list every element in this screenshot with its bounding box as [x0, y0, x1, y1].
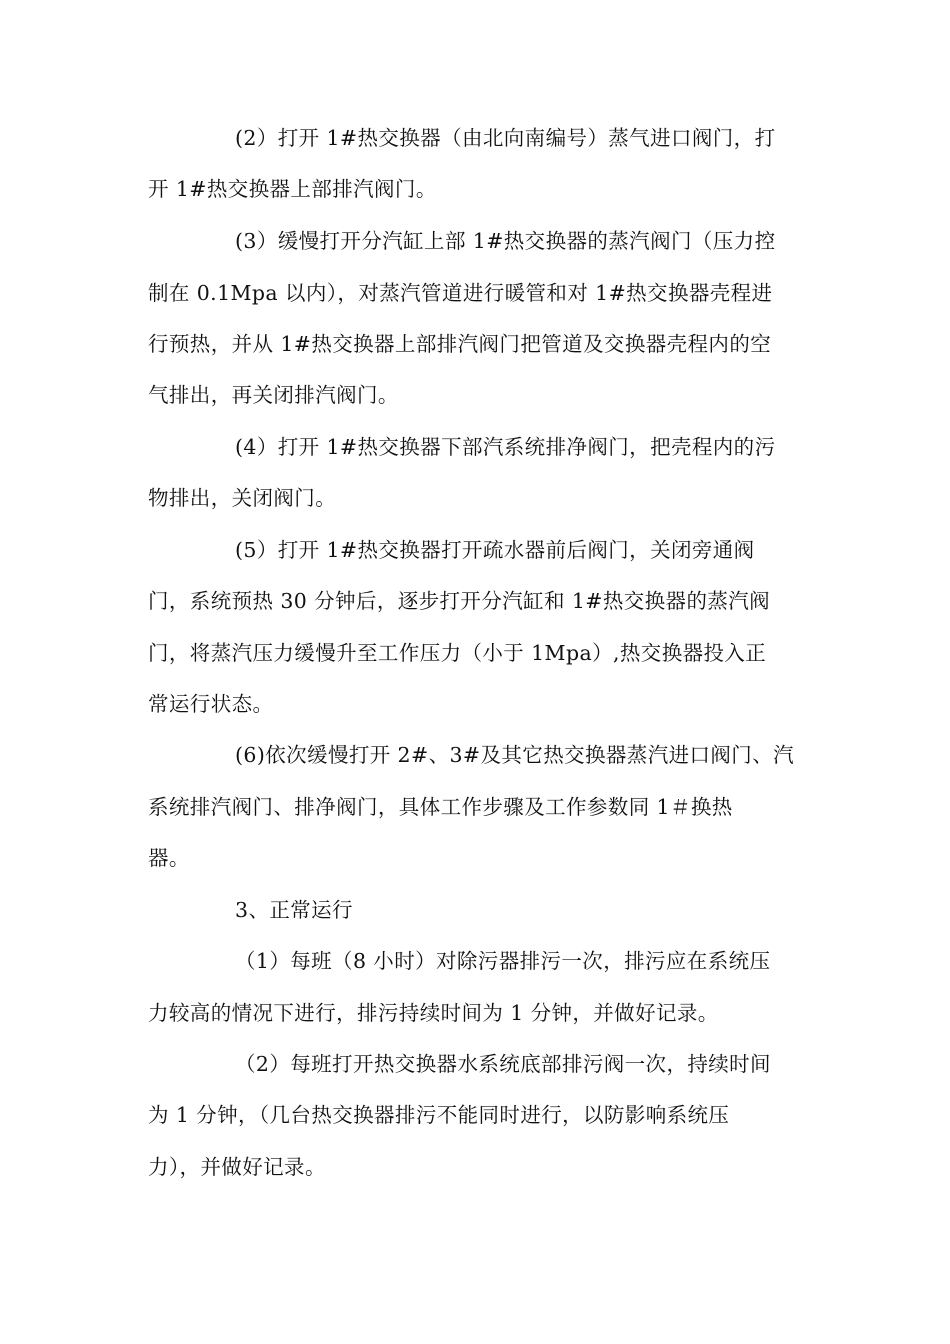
text-line: (2）打开 1#热交换器（由北向南编号）蒸气进口阀门，打 — [235, 126, 776, 150]
text-line: 器。 — [148, 846, 190, 870]
text-line: （2）每班打开热交换器水系统底部排污阀一次，持续时间 — [235, 1052, 771, 1076]
text-line: (6)依次缓慢打开 2#、3#及其它热交换器蒸汽进口阀门、汽 — [235, 743, 794, 767]
text-line: (3）缓慢打开分汽缸上部 1#热交换器的蒸汽阀门（压力控 — [235, 229, 776, 253]
text-line: （1）每班（8 小时）对除污器排污一次，排污应在系统压 — [235, 949, 771, 973]
text-line: 气排出，再关闭排汽阀门。 — [148, 383, 399, 407]
text-line: 制在 0.1Mpa 以内），对蒸汽管道进行暖管和对 1#热交换器壳程进 — [148, 281, 773, 305]
text-line: 力），并做好记录。 — [148, 1155, 326, 1179]
section-heading: 3、正常运行 — [235, 898, 353, 922]
text-line: 门，将蒸汽压力缓慢升至工作压力（小于 1Mpa）,热交换器投入正 — [148, 641, 767, 665]
text-line: 系统排汽阀门、排净阀门，具体工作步骤及工作参数同 1＃换热 — [148, 795, 733, 819]
text-line: 物排出，关闭阀门。 — [148, 486, 337, 510]
text-line: (4）打开 1#热交换器下部汽系统排净阀门，把壳程内的污 — [235, 435, 776, 459]
text-line: 开 1#热交换器上部排汽阀门。 — [148, 177, 437, 201]
text-line: 常运行状态。 — [148, 692, 274, 716]
text-line: 为 1 分钟，（几台热交换器排污不能同时进行，以防影响系统压 — [148, 1103, 730, 1127]
text-line: 门，系统预热 30 分钟后，逐步打开分汽缸和 1#热交换器的蒸汽阀 — [148, 589, 771, 613]
text-line: (5）打开 1#热交换器打开疏水器前后阀门，关闭旁通阀 — [235, 538, 755, 562]
text-line: 行预热，并从 1#热交换器上部排汽阀门把管道及交换器壳程内的空 — [148, 332, 772, 356]
text-line: 力较高的情况下进行，排污持续时间为 1 分钟，并做好记录。 — [148, 1001, 719, 1025]
